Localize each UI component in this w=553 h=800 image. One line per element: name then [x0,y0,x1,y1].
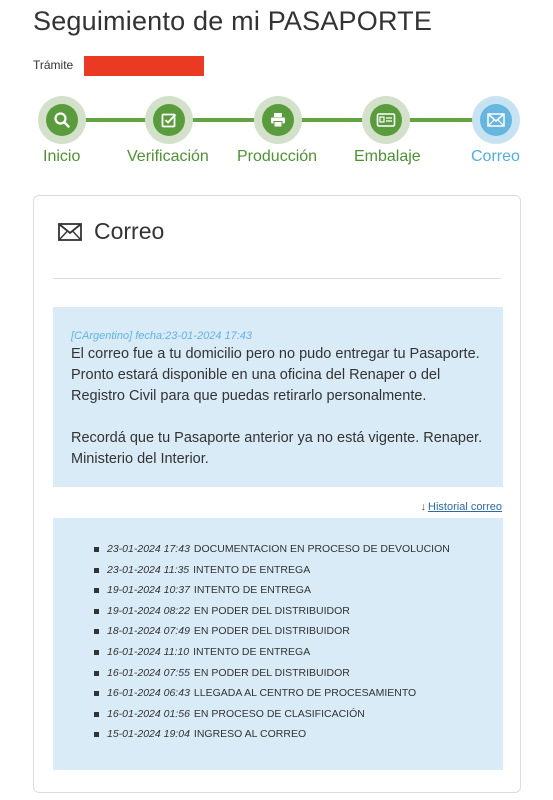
history-event: EN PODER DEL DISTRIBUIDOR [193,666,350,679]
historial-correo-link[interactable] [421,501,502,513]
id-card-icon [376,112,396,128]
history-date: 23-01-2024 11:35 [107,563,190,576]
step-verificacion [145,96,193,144]
envelope-icon [58,223,82,241]
history-item [107,683,503,704]
step-label-produccion: Producción [237,148,318,165]
card-title: Correo [94,218,165,244]
down-arrow-icon: ↓ [420,501,427,513]
tramite-label: Trámite [33,58,74,72]
message-meta: [CArgentino] fecha:23-01-2024 17:43 [71,330,253,342]
history-box [53,518,503,770]
history-date: 19-01-2024 10:37 [107,584,190,597]
history-date: 19-01-2024 08:22 [107,604,190,617]
card-header [58,218,164,245]
correo-card [33,195,521,793]
step-label-inicio: Inicio [43,148,81,165]
step-produccion [254,96,302,144]
message-paragraph: El correo fue a tu domicilio pero no pudo entregar tu Pasaporte. Pronto estará disponible en una oficina del Renaper o del Registro Civil para que puedas retirarlo personalmente. [71,346,480,404]
history-date: 15-01-2024 19:04 [107,728,190,741]
status-message [53,307,503,487]
history-event: EN PROCESO DE CLASIFICACIÓN [193,707,365,720]
printer-icon [269,111,287,129]
history-list [107,539,503,745]
history-date: 16-01-2024 01:56 [107,707,190,720]
history-item [107,724,503,745]
envelope-icon [487,113,505,127]
history-event: INTENTO DE ENTREGA [193,645,311,658]
step-inicio [38,96,86,144]
history-event: EN PODER DEL DISTRIBUIDOR [193,625,350,638]
checkbox-icon [160,111,178,129]
redacted-tramite-number [84,56,204,76]
step-label-correo: Correo [471,148,520,165]
history-date: 16-01-2024 11:10 [107,645,190,658]
history-event: INTENTO DE ENTREGA [193,584,311,597]
history-item [107,621,503,642]
history-date: 23-01-2024 17:43 [107,543,190,555]
history-item [107,539,503,560]
step-label-embalaje: Embalaje [354,148,421,165]
page-title: Seguimiento de mi PASAPORTE [33,6,433,36]
message-paragraph: Recordá que tu Pasaporte anterior ya no está vigente. Renaper. Ministerio del Interior. [71,430,483,467]
history-event: DOCUMENTACION EN PROCESO DE DEVOLUCION [193,543,450,555]
history-date: 16-01-2024 06:43 [107,687,190,700]
history-event: EN PODER DEL DISTRIBUIDOR [193,604,350,617]
divider [53,278,501,279]
history-item [107,560,503,581]
history-event: LLEGADA AL CENTRO DE PROCESAMIENTO [193,687,417,700]
history-date: 18-01-2024 07:49 [107,625,190,638]
step-correo [472,96,520,144]
history-date: 16-01-2024 07:55 [107,666,190,679]
search-icon [53,111,71,129]
step-embalaje [362,96,410,144]
step-connector [190,118,260,122]
history-event: INTENTO DE ENTREGA [193,563,311,576]
history-item [107,601,503,622]
history-event: INGRESO AL CORREO [193,728,307,741]
step-label-verificacion: Verificación [127,148,209,165]
message-text [71,344,485,470]
historial-correo-label: Historial correo [428,501,502,513]
step-connector [82,118,152,122]
history-item [107,663,503,684]
history-item [107,704,503,725]
step-connector [298,118,368,122]
history-item [107,580,503,601]
step-connector [406,118,476,122]
history-item [107,642,503,663]
